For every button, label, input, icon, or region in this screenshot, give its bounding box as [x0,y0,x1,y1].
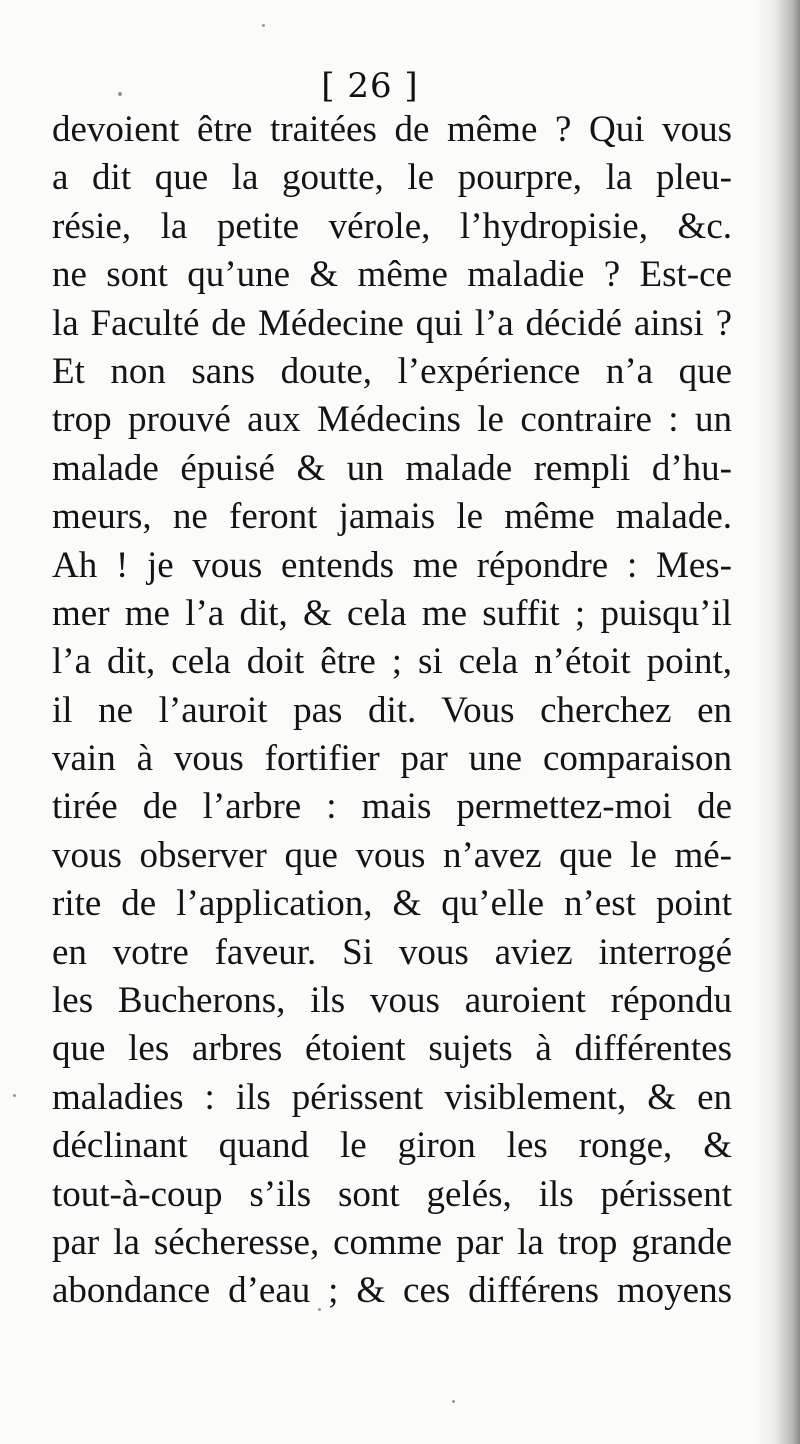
text-line: tout-à-coup s’ils sont gelés, ils périssent [52,1173,732,1215]
text-line: Ah ! je vous entends me répondre : Mes- [52,544,732,586]
text-line: mer me l’a dit, & cela me suffit ; puisqu’il [52,592,732,634]
text-line: a dit que la goutte, le pourpre, la pleu- [52,157,732,199]
text-line: résie, la petite vérole, l’hydropisie, &c. [52,205,732,247]
text-line: devoient être traitées de même ? Qui vous [52,109,732,150]
body-text [52,106,732,1316]
text-line: trop prouvé aux Médecins le contraire : un [52,399,732,441]
ink-speck [262,24,265,27]
text-line: malade épuisé & un malade rempli d’hu- [52,447,732,489]
text-line: vous observer que vous n’avez que le mé- [52,834,732,876]
text-line: la Faculté de Médecine qui l’a décidé ainsi ? [52,302,732,344]
text-line: déclinant quand le giron les ronge, & [52,1125,732,1167]
text-line: il ne l’auroit pas dit. Vous cherchez en [52,689,732,731]
page-edge-shadow [754,0,800,1444]
text-line: tirée de l’arbre : mais permettez-moi de [52,786,732,828]
text-line: maladies : ils périssent visiblement, & en [52,1076,732,1118]
text-line: rite de l’application, & qu’elle n’est point [52,883,732,925]
text-line: meurs, ne feront jamais le même malade. [52,496,732,538]
text-line: abondance d’eau ; & ces différens moyens [52,1270,732,1312]
text-line: par la sécheresse, comme par la trop grande [52,1221,732,1263]
text-line: Et non sans doute, l’expérience n’a que [52,350,732,392]
ink-speck [452,1400,455,1403]
text-line: en votre faveur. Si vous aviez interrogé [52,931,732,973]
ink-speck [13,1094,16,1097]
page-number: [ 26 ] [321,66,419,106]
text-line: vain à vous fortifier par une comparaison [52,738,732,780]
text-line: ne sont qu’une & même maladie ? Est-ce [52,254,732,296]
text-line: les Bucherons, ils vous auroient répondu [52,980,732,1022]
text-line: que les arbres étoient sujets à différentes [52,1028,732,1070]
text-line: l’a dit, cela doit être ; si cela n’étoit point, [52,641,732,683]
